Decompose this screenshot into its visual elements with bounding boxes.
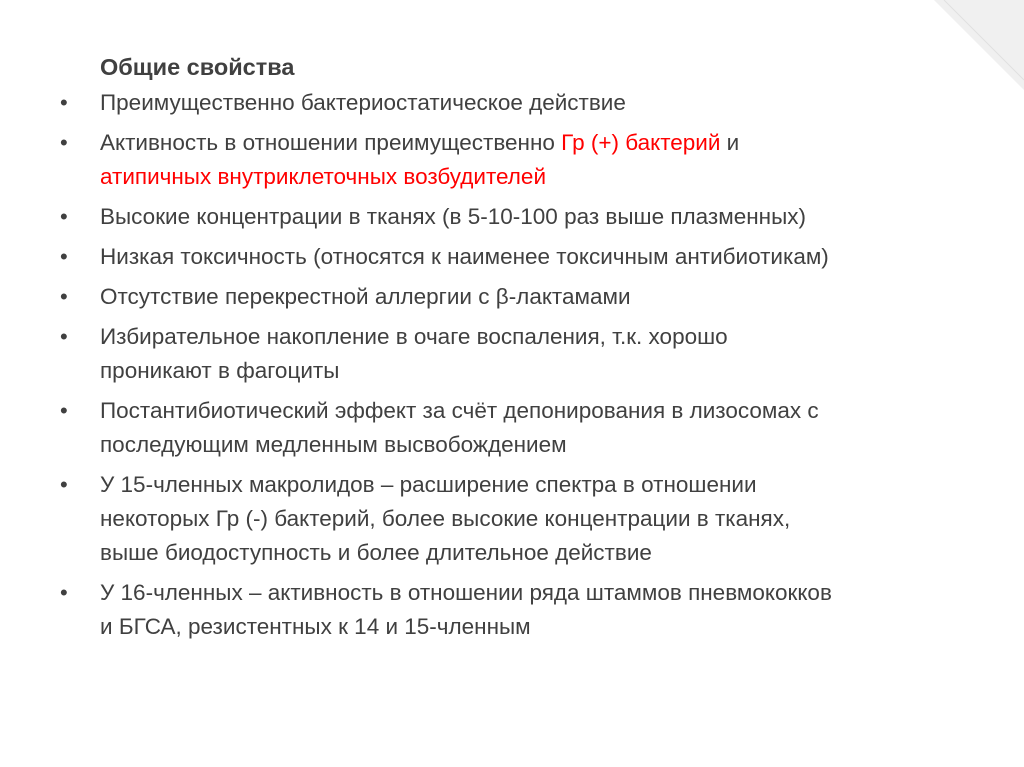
bullet-icon: • [60, 244, 68, 269]
bullet-text: Низкая токсичность (относятся к наименее токсичным антибиотикам) [100, 244, 829, 269]
bullet-text: У 16-членных – активность в отношении ряда штаммов пневмококков [100, 580, 832, 605]
bullet-text-highlight: Гр (+) бактерий [561, 130, 721, 155]
bullet-icon: • [60, 284, 68, 309]
bullet-icon: • [60, 90, 68, 115]
bullet-text: Преимущественно бактериостатическое действие [100, 90, 626, 115]
slide-content [60, 50, 980, 650]
bullet-icon: • [60, 130, 68, 155]
bullet-icon: • [60, 398, 68, 423]
bullet-text: Высокие концентрации в тканях (в 5-10-100 раз выше плазменных) [100, 204, 806, 229]
bullet-item [60, 86, 980, 120]
bullet-text: Отсутствие перекрестной аллергии с β-лактамами [100, 284, 631, 309]
bullet-list [60, 86, 980, 644]
slide-heading: Общие свойства [100, 54, 295, 80]
bullet-text: проникают в фагоциты [100, 358, 340, 383]
bullet-text: Активность в отношении преимущественно [100, 130, 562, 155]
bullet-text: последующим медленным высвобождением [100, 432, 567, 457]
bullet-text: Постантибиотический эффект за счёт депонирования в лизосомах с [100, 398, 819, 423]
bullet-item [60, 240, 980, 274]
bullet-item [60, 394, 980, 462]
bullet-icon: • [60, 472, 68, 497]
bullet-item [60, 280, 980, 314]
bullet-text: У 15-членных макролидов – расширение спектра в отношении [100, 472, 757, 497]
bullet-text-highlight: атипичных внутриклеточных возбудителей [100, 164, 547, 189]
bullet-icon: • [60, 324, 68, 349]
bullet-text: и БГСА, резистентных к 14 и 15-членным [100, 614, 531, 639]
bullet-text: Избирательное накопление в очаге воспаления, т.к. хорошо [100, 324, 728, 349]
bullet-text: выше биодоступность и более длительное действие [100, 540, 652, 565]
bullet-icon: • [60, 204, 68, 229]
bullet-item [60, 200, 980, 234]
bullet-icon: • [60, 580, 68, 605]
bullet-item [60, 576, 980, 644]
bullet-text: и [720, 130, 740, 155]
bullet-item [60, 320, 980, 388]
bullet-text: некоторых Гр (-) бактерий, более высокие концентрации в тканях, [100, 506, 791, 531]
bullet-item [60, 126, 980, 194]
bullet-item [60, 468, 980, 570]
